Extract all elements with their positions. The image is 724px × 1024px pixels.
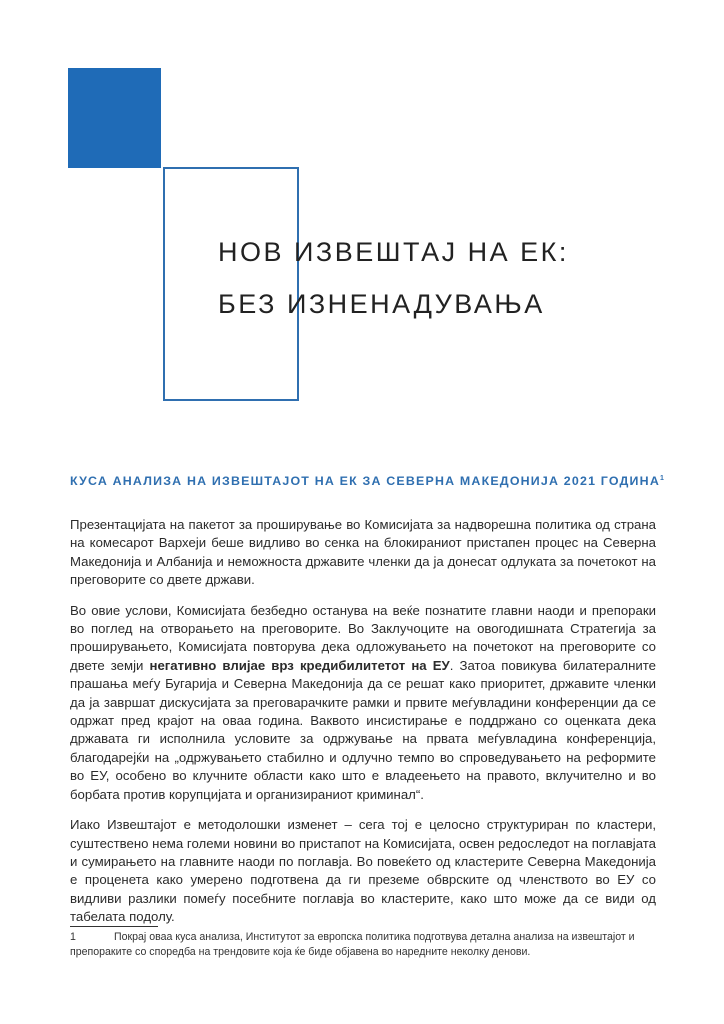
decorative-blue-square (68, 68, 161, 168)
paragraph-2-start: Во овие услови, Комисијата безбедно останува на веќе познатите главни наоди и препораки во поглед на отворањето на преговорите. Во Заклучоците на овогодишната Стратегија за проширувањето, Комисијата повторува дека одложувањето на почетокот на преговорите со двете земји (70, 602, 656, 673)
footnote (70, 930, 656, 959)
footnote-reference[interactable]: 1 (659, 475, 664, 482)
subtitle-text: КУСА АНАЛИЗА НА ИЗВЕШТАЈОТ НА ЕК ЗА СЕВЕРНА МАКЕДОНИЈА 2021 ГОДИНА (70, 474, 660, 488)
page-title (218, 226, 698, 330)
footnote-divider (70, 926, 158, 927)
footnote-number: 1 (70, 931, 76, 943)
paragraph-1: Презентацијата на пакетот за проширување во Комисијата за надворешна политика од страна на комесарот Вархеји беше видливо во сенка на блокираниот пристапен процес на Северна Македонија и Албанија и неможноста државите членки да ја донесат одлуката за почетокот на преговорите со двете држави. (70, 517, 656, 588)
title-line-1: НОВ ИЗВЕШТАЈ НА ЕК: (218, 237, 569, 267)
section-subtitle (70, 474, 664, 488)
body-text (70, 516, 656, 939)
paragraph-3: Иако Извештајот е методолошки изменет – сега тој е целосно структуриран по кластери, суштествено нема големи новини во пристапот на Комисијата, освен редоследот на поглавјата и сумирањето на главните наоди по поглавја. Во повеќето од кластерите Северна Македонија е проценета како умерено подготвена да ги преземе обврските од членството во ЕУ со видливи разлики помеѓу посебните поглавја во кластерите, како што може да се види од табелата подолу. (70, 817, 656, 925)
paragraph-2 (70, 602, 656, 804)
title-line-2: БЕЗ ИЗНЕНАДУВАЊА (218, 289, 545, 319)
paragraph-2-end: . Затоа повикува билатералните прашања меѓу Бугарија и Северна Македонија да се решат како приоритет, државите членки да ја завршат дискусијата за преговарачките рамки и првите меѓувладини конференции да се одржат пред крајот на оваа година. Ваквото инсистирање е поддржано со оценката дека државата ги исполнила условите за одржување на првата меѓувладина конференција, благодарејќи на „одржувањето стабилно и одлучно темпо во спроведувањето на реформите во ЕУ, особено во клучните области како што е владеењето на правото, вклучително и во борбата против корупцијата и организираниот криминал“. (70, 657, 657, 802)
paragraph-2-bold: негативно влијае врз кредибилитетот на ЕУ (149, 657, 450, 673)
footnote-text: Покрај оваа куса анализа, Институтот за европска политика подготвува детална анализа на извештајот и препораките со споредба на трендовите која ќе биде објавена во наредните неколку денови. (70, 931, 635, 958)
